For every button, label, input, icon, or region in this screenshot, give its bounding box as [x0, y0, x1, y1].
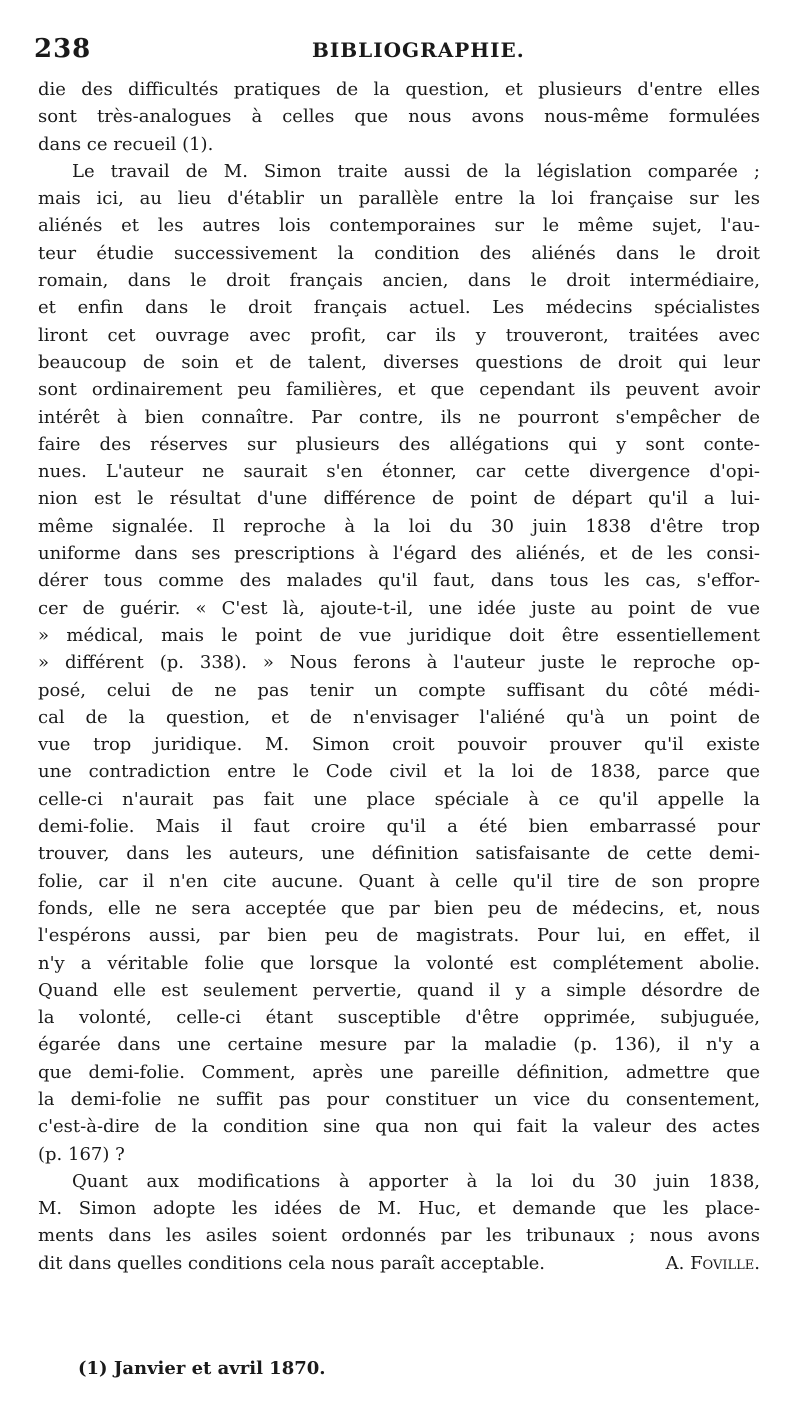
text-line: sont très-analogues à celles que nous avons nous-même formulées [38, 106, 760, 128]
text-line: une contradiction entre le Code civil et la loi de 1838, parce que [38, 761, 760, 783]
text-line: nues. L'auteur ne saurait s'en étonner, car cette divergence d'opi- [38, 461, 760, 483]
text-line [38, 1250, 760, 1277]
text-line: même signalée. Il reproche à la loi du 30 juin 1838 d'être trop [38, 515, 760, 537]
text-line: die des difficultés pratiques de la question, et plusieurs d'entre elles [38, 79, 760, 100]
text-line: M. Simon adopte les idées de M. Huc, et demande que les place- [38, 1198, 760, 1220]
text-line: dérer tous comme des malades qu'il faut, dans tous les cas, s'effor- [38, 570, 760, 592]
text-line: Quand elle est seulement pervertie, quand il y a simple désordre de [38, 979, 760, 1001]
paragraph-2 [38, 158, 760, 1168]
paragraph-3 [38, 1168, 760, 1277]
text-line: aliénés et les autres lois contemporaines sur le même sujet, l'au- [38, 215, 760, 237]
text-line: » médical, mais le point de vue juridique doit être essentiellement [38, 624, 760, 646]
text-line: Quant aux modifications à apporter à la loi du 30 juin 1838, [72, 1170, 760, 1192]
text-line: la demi-folie ne suffit pas pour constituer un vice du consentement, [38, 1088, 760, 1110]
text-line: c'est-à-dire de la condition sine qua non qui fait la valeur des actes [38, 1116, 760, 1138]
text-line: beaucoup de soin et de talent, diverses questions de droit qui leur [38, 351, 760, 373]
author-signature: A. Foville. [665, 1252, 760, 1274]
text-line: (p. 167) ? [38, 1143, 125, 1165]
body-text [38, 76, 760, 1277]
text-line: nion est le résultat d'une différence de point de départ qu'il a lui- [38, 488, 760, 510]
text-line: demi-folie. Mais il faut croire qu'il a été bien embarrassé pour [38, 816, 760, 838]
text-line: liront cet ouvrage avec profit, car ils y trouveront, traitées avec [38, 324, 760, 346]
text-line: trouver, dans les auteurs, une définition satisfaisante de cette demi- [38, 843, 760, 865]
text-line: vue trop juridique. M. Simon croit pouvoir prouver qu'il existe [38, 734, 760, 756]
text-line: faire des réserves sur plusieurs des allégations qui y sont conte- [38, 433, 760, 455]
text-line: l'espérons aussi, par bien peu de magistrats. Pour lui, en effet, il [38, 925, 760, 947]
text-line: cer de guérir. « C'est là, ajoute-t-il, une idée juste au point de vue [38, 597, 760, 619]
page-number: 238 [34, 34, 92, 64]
running-title: BIBLIOGRAPHIE. [312, 38, 525, 62]
footnote: (1) Janvier et avril 1870. [78, 1358, 326, 1379]
text-line: que demi-folie. Comment, après une pareille définition, admettre que [38, 1061, 760, 1083]
text-line: teur étudie successivement la condition des aliénés dans le droit [38, 242, 760, 264]
text-line: mais ici, au lieu d'établir un parallèle entre la loi française sur les [38, 188, 760, 210]
text-line: et enfin dans le droit français actuel. Les médecins spécialistes [38, 297, 760, 319]
text-line: n'y a véritable folie que lorsque la volonté est complétement abolie. [38, 952, 760, 974]
text-line: intérêt à bien connaître. Par contre, ils ne pourront s'empêcher de [38, 406, 760, 428]
text-line: sont ordinairement peu familières, et que cependant ils peuvent avoir [38, 379, 760, 401]
text-line: romain, dans le droit français ancien, dans le droit intermédiaire, [38, 270, 760, 292]
paragraph-1 [38, 76, 760, 158]
text-line: dans ce recueil (1). [38, 133, 214, 155]
text-line: » différent (p. 338). » Nous ferons à l'auteur juste le reproche op- [38, 652, 760, 674]
text-line: cal de la question, et de n'envisager l'aliéné qu'à un point de [38, 706, 760, 728]
text-line: Le travail de M. Simon traite aussi de la législation comparée ; [72, 160, 760, 182]
text-line: celle-ci n'aurait pas fait une place spéciale à ce qu'il appelle la [38, 788, 760, 810]
text-line: folie, car il n'en cite aucune. Quant à celle qu'il tire de son propre [38, 870, 760, 892]
text-line: ments dans les asiles soient ordonnés par les tribunaux ; nous avons [38, 1225, 760, 1247]
text-line: uniforme dans ses prescriptions à l'égard des aliénés, et de les consi- [38, 543, 760, 565]
closing-sentence: dit dans quelles conditions cela nous paraît acceptable. [38, 1252, 546, 1274]
page-header [34, 34, 754, 68]
text-line: la volonté, celle-ci étant susceptible d'être opprimée, subjuguée, [38, 1007, 760, 1029]
text-line: posé, celui de ne pas tenir un compte suffisant du côté médi- [38, 679, 760, 701]
text-line: égarée dans une certaine mesure par la maladie (p. 136), il n'y a [38, 1034, 760, 1056]
text-line: fonds, elle ne sera acceptée que par bien peu de médecins, et, nous [38, 897, 760, 919]
